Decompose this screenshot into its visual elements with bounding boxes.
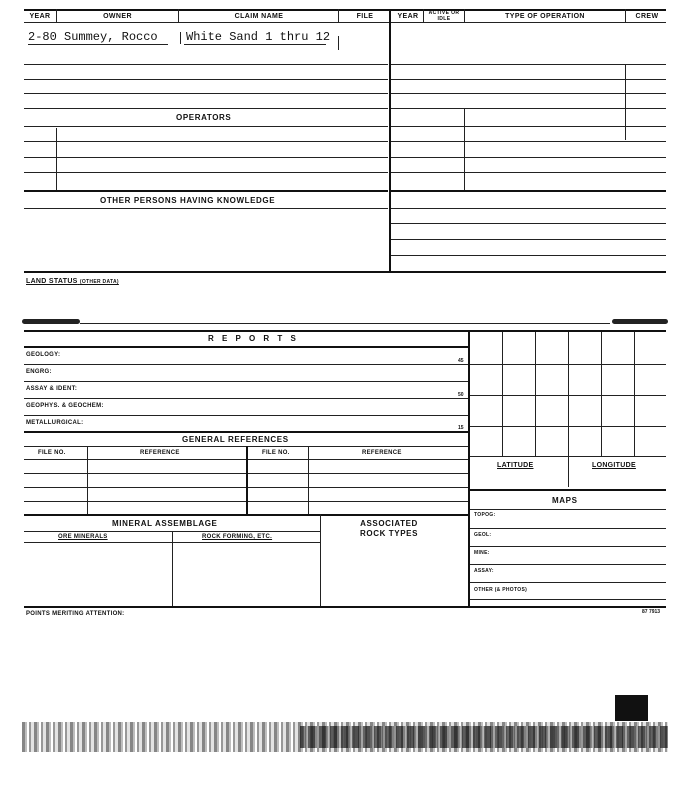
grid-line — [470, 364, 666, 365]
header-year: YEAR — [29, 13, 51, 20]
gr-divider — [308, 446, 309, 514]
table-bottom-border — [24, 271, 666, 273]
header-crew: CREW — [635, 13, 659, 20]
right-row-line — [391, 223, 666, 224]
row-line — [24, 141, 388, 142]
ma-divider — [320, 514, 321, 606]
report-label: GEOLOGY: — [26, 352, 61, 358]
divider — [625, 9, 626, 22]
grid-line — [601, 332, 602, 456]
land-status-sub: (OTHER DATA) — [79, 279, 119, 285]
report-label: GEOPHYS. & GEOCHEM: — [26, 403, 104, 409]
rock-forming-label: ROCK FORMING, ETC. — [202, 534, 273, 540]
divider — [464, 9, 465, 22]
report-row-line — [24, 364, 468, 365]
table-top-border — [24, 9, 666, 11]
maps-line — [470, 582, 666, 583]
reports-title: R E P O R T S — [208, 334, 299, 343]
separator-line — [80, 323, 610, 324]
divider — [338, 9, 339, 22]
associated-rock-types — [360, 519, 418, 539]
grid-line — [535, 332, 536, 456]
right-row-line — [391, 255, 666, 256]
associated-rock-types-line1: ASSOCIATED — [360, 519, 418, 528]
operators-divider — [56, 128, 57, 190]
header-bottom-border — [24, 22, 666, 23]
divider — [423, 9, 424, 22]
right-row-line — [391, 172, 666, 173]
grid-line — [470, 395, 666, 396]
grid-line — [470, 426, 666, 427]
right-row-line — [391, 157, 666, 158]
divider — [56, 9, 57, 22]
ore-minerals-label: ORE MINERALS — [58, 534, 108, 540]
row-line — [24, 126, 388, 127]
grid-line — [634, 332, 635, 456]
row-line — [24, 64, 388, 65]
maps-line — [470, 564, 666, 565]
land-status-text: LAND STATUS — [26, 278, 78, 285]
grid-line — [470, 456, 666, 457]
header-type-of-operation: TYPE OF OPERATION — [505, 13, 585, 20]
maps-row: MINE: — [474, 550, 490, 556]
scan-noise-dark — [300, 726, 668, 748]
maps-line — [470, 528, 666, 529]
header-owner: OWNER — [103, 13, 132, 20]
gr-header-file-no: FILE NO. — [38, 450, 66, 456]
associated-rock-types-line2: ROCK TYPES — [360, 529, 419, 538]
entry-divider — [338, 36, 339, 50]
header-file: FILE — [356, 13, 374, 20]
row-line — [24, 208, 388, 209]
ma-divider — [172, 531, 173, 606]
maps-line — [470, 599, 666, 600]
report-num: 50 — [458, 392, 464, 398]
separator-mark — [612, 319, 668, 324]
entry-divider — [180, 32, 181, 44]
maps-row: ASSAY: — [474, 568, 494, 574]
reports-top-border — [24, 330, 666, 332]
row-line — [24, 93, 388, 94]
report-label: METALLURGICAL: — [26, 420, 84, 426]
entry-year-owner: 2-80 Summey, Rocco — [28, 30, 158, 44]
report-row-line — [24, 415, 468, 416]
reports-header-border — [24, 346, 468, 348]
report-row-line — [24, 431, 468, 433]
maps-title: MAPS — [552, 496, 578, 505]
right-divider — [625, 64, 626, 140]
row-line — [24, 79, 388, 80]
row-line — [24, 157, 388, 158]
entry-claim-name: White Sand 1 thru 12 — [186, 30, 331, 44]
header-active-or-idle: ACTIVE OR IDLE — [428, 10, 460, 22]
header-claim-name: CLAIM NAME — [234, 13, 284, 20]
row-line — [24, 190, 388, 192]
grid-line — [502, 332, 503, 456]
right-row-line — [391, 239, 666, 240]
right-row-line — [391, 141, 666, 142]
gr-header-reference-2: REFERENCE — [362, 450, 402, 456]
separator-mark — [22, 319, 80, 324]
gr-header-reference: REFERENCE — [140, 450, 180, 456]
latitude-label: LATITUDE — [497, 462, 534, 469]
right-divider — [464, 108, 465, 190]
right-row-line — [391, 208, 666, 209]
grid-line — [568, 332, 569, 487]
header-year-right: YEAR — [397, 13, 419, 20]
maps-row: GEOL: — [474, 532, 492, 538]
center-divider — [389, 9, 391, 271]
gr-bottom — [24, 514, 468, 516]
maps-line — [470, 546, 666, 547]
reports-bottom-border — [24, 606, 666, 608]
gr-header-file-no-2: FILE NO. — [262, 450, 290, 456]
divider — [178, 9, 179, 22]
operators-label: OPERATORS — [176, 113, 232, 122]
entry-underline — [28, 44, 168, 45]
scan-black-block — [615, 695, 648, 721]
other-persons-label: OTHER PERSONS HAVING KNOWLEDGE — [100, 196, 276, 205]
row-line — [24, 172, 388, 173]
report-label: ASSAY & IDENT: — [26, 386, 78, 392]
maps-row: TOPOG: — [474, 512, 496, 518]
mineral-assemblage-title: MINERAL ASSEMBLAGE — [112, 519, 218, 528]
points-meriting-attention: POINTS MERITING ATTENTION: — [26, 611, 125, 617]
gr-divider — [246, 446, 248, 514]
form-code: 87 7913 — [642, 609, 661, 615]
maps-top-border — [470, 489, 666, 491]
entry-underline — [184, 44, 326, 45]
general-references-title: GENERAL REFERENCES — [182, 435, 289, 444]
row-line — [24, 108, 388, 109]
report-row-line — [24, 398, 468, 399]
maps-row: OTHER (& PHOTOS) — [474, 587, 528, 593]
land-status-label — [26, 278, 119, 285]
report-num: 45 — [458, 358, 464, 364]
longitude-label: LONGITUDE — [592, 462, 636, 469]
maps-line — [470, 509, 666, 510]
gr-divider — [87, 446, 88, 514]
report-label: ENGRG: — [26, 369, 52, 375]
report-row-line — [24, 381, 468, 382]
report-num: 15 — [458, 425, 464, 431]
right-row-line — [391, 190, 666, 192]
